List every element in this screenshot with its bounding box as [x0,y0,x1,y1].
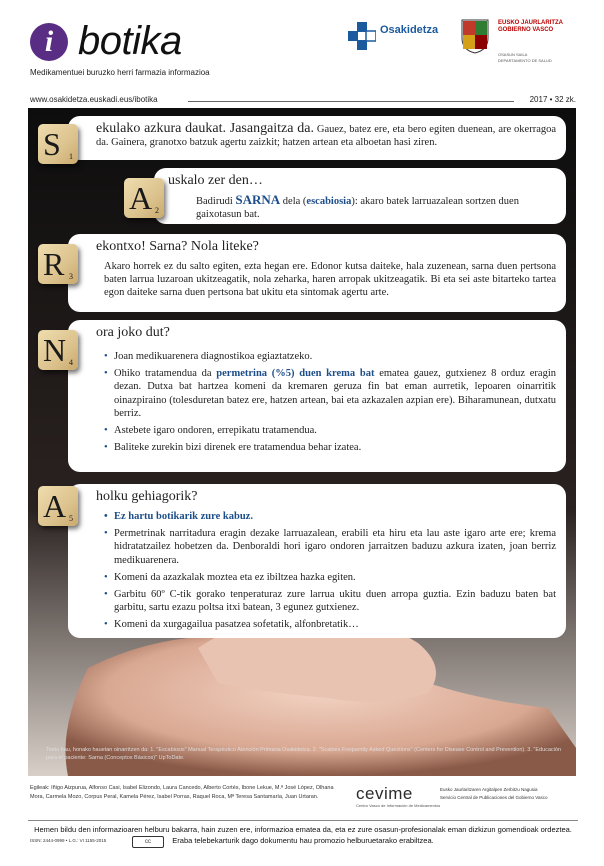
section-r-card [68,234,566,312]
tile-a2-letter: A [43,488,67,524]
website-link[interactable]: www.osakidetza.euskadi.eus/ibotika [30,95,158,104]
tile-a-letter: A [129,180,153,216]
section-a-body [196,193,554,221]
brand-subtitle: Medikamentuei buruzko herri farmazia informazioa [30,68,210,77]
url-row [30,95,576,107]
section-r-heading: ekontxo! Sarna? Nola liteke? [96,239,259,254]
tile-n-number: 4 [69,358,73,367]
tile-r-letter: R [43,246,65,282]
brand-wordmark: botika [78,19,182,63]
section-n-item: • Baliteke zurekin bizi direnek ere tratamendua behar izatea. [104,441,556,454]
publisher-line-2: Servicio Central de Publicaciones del Gobierno Vasco [440,795,548,800]
tile-a2 [38,486,78,526]
section-a-t3: dela ( [282,196,307,207]
section-s-lead: ekulako azkura daukat. Jasangaitza da. [96,121,314,136]
ibotika-logo-icon: i [30,23,68,61]
header-divider [188,101,514,102]
section-a2-item: • Komeni da azazkalak moztea eta ez ibiltzea hazka egiten. [104,571,556,584]
section-a2-item: • Ez hartu botikarik zure kabuz. [104,510,556,523]
authors-list: Egileak: Iñigo Aizpurua, Alfonso Casi, Isabel Elizondo, Laura Cancedo, Alberto Cortés, Ibone Lekue, M.ª José López, Olhana Mora, Carmela Mozo, Corpus Peral, Kamela Pérez, Isabel Porras, Raquel Roca, Mª Teresa Santamaría, Juan Urtaran. [30,785,334,800]
tile-r-number: 3 [69,272,73,281]
disclaimer-text: Hemen bildu den informazioaren helburu bakarra, hain zuzen ere, informazioa ematea da, eta ez zure osasun-profesionalak eman dizkizun gomendioak ordeztea. Eraba telebekarturik dago dokumentu hau promozio helburuetarako erabiltzea. [34,825,572,845]
section-n-heading: ora joko dut? [96,325,170,340]
section-s-body: Gauez, batez ere, eta bero egiten duenean, are okerragoa da. Gainera, granotxo batzuk agertu zaizkit; hatzen artean eta alboetan hasi ziren. [96,124,557,149]
government-name [498,20,563,34]
section-a2-card [68,484,566,638]
escabiosia-term: escabiosia [306,196,352,207]
tile-a [124,178,164,218]
osakidetza-label: Osakidetza [380,24,439,36]
cevime-subtitle: Centro Vasco de Información de Medicamentos [356,803,441,808]
section-n-b2c: ematea gauez, gutxienez 8 orduz eragin dezan. Dutxa bat hartzea komeni da kremaren geruza fin bat eman aurretik, lepoaren oinarritik oinazpiraino (tolesduretan batez ere, hatzen artean, bai eta azkazalen azpian ere). Biharamunean, dutxatu berriz. [114,368,556,419]
section-a2-item: • Permetrinak narritadura eragin dezake larruazalean, erabili eta hiru eta lau aste igaro arte ere; krema hidratatzailez hobetzen da. Denboraldi hori igaro ondoren jarraitzen baduzu azkura izaten, joan berriz medikuarenera. [104,527,556,567]
section-n-b2a: Ohiko tratamendua da [114,368,212,380]
section-a-card [154,168,566,224]
section-n-item [104,367,556,420]
tile-n [38,330,78,370]
section-n-item: • Astebete igaro ondoren, errepikatu tratamendua. [104,424,556,437]
issue-number: 2017 • 32 zk. [529,95,576,104]
sarna-term: SARNA [235,192,281,207]
permetrina-term: permetrina (%5) duen krema bat [216,368,375,380]
tile-s-number: 1 [69,152,73,161]
section-a-t5: ): akaro batek larruazalean sortzen duen gaixotasun bat. [196,196,519,221]
cevime-logo: cevime [356,784,413,803]
publisher-line-1: Eusko Jaurlaritzaren Argitalpen Zerbitzu Nagusia [440,787,538,792]
section-a-heading: uskalo zer den… [168,173,263,188]
tile-s [38,124,78,164]
section-r-body: Akaro horrek ez du salto egiten, ezta hegan ere. Edonor kutsa daiteke, hala zuzenean, sarna duen pertsona baten larrua luzaroan ukitzeagatik, nola zeharka, haren arropak ukitzeagatik. Bi eta sei aste bitarteko tartea egon daiteke sarna duen pertsona bat ukitu eta sintomak agertu arte. [104,261,556,299]
section-s-text [96,122,556,149]
creative-commons-icon: cc [132,836,164,848]
gov-line-2: GOBIERNO VASCO [498,27,554,33]
section-a2-item: • Garbitu 60º C-tik gorako tenperaturaz zure larrua ukitu duen arropa guztia. Ezin baduzu baten bat garbitu, sartu ezazu poltsa itxi batean, 3 egunez gutxienez. [104,588,556,614]
issn-label: ISSN: 2444-0999 • L.G.: VI 1155-2015 [30,838,107,843]
section-n-list [104,350,556,458]
coat-of-arms-icon [460,18,490,54]
section-n-card [68,320,566,472]
footer-divider [28,820,578,821]
dept-line-1: OSASUN SAILA [498,52,528,57]
tile-a-number: 2 [155,206,159,215]
tile-a2-number: 5 [69,514,73,523]
osakidetza-logo-icon [348,22,376,50]
section-s-card [68,116,566,160]
content-panel [28,108,576,776]
tile-r [38,244,78,284]
references-caption: Testu hau, honako hauetan oinarritzen da: 1. "Escabiosis" Manual Terapéutico Atención Primaria Osakidetza. 2. "Scabies Frequently Asked Questions" (Centers for Disease Control and Prevention). 3. "Educación para el paciente: Sarna (Conceptos Básicos)" UpToDate. [46,747,562,761]
dept-line-2: DEPARTAMENTO DE SALUD [498,58,552,63]
gov-line-1: EUSKO JAURLARITZA [498,20,564,26]
tile-s-letter: S [43,126,61,162]
section-a2-heading: holku gehiagorik? [96,489,198,504]
publisher-info [440,786,580,802]
section-n-item: • Joan medikuarenera diagnostikoa egiaztatzeko. [104,350,556,363]
section-a2-item: • Komeni da xurgagailua pasatzea sofetatik, alfonbretatik… [104,618,556,631]
section-a-t1: Badirudi [196,196,233,207]
department-name [498,52,552,64]
section-a2-list [104,510,556,636]
tile-n-letter: N [43,332,67,368]
